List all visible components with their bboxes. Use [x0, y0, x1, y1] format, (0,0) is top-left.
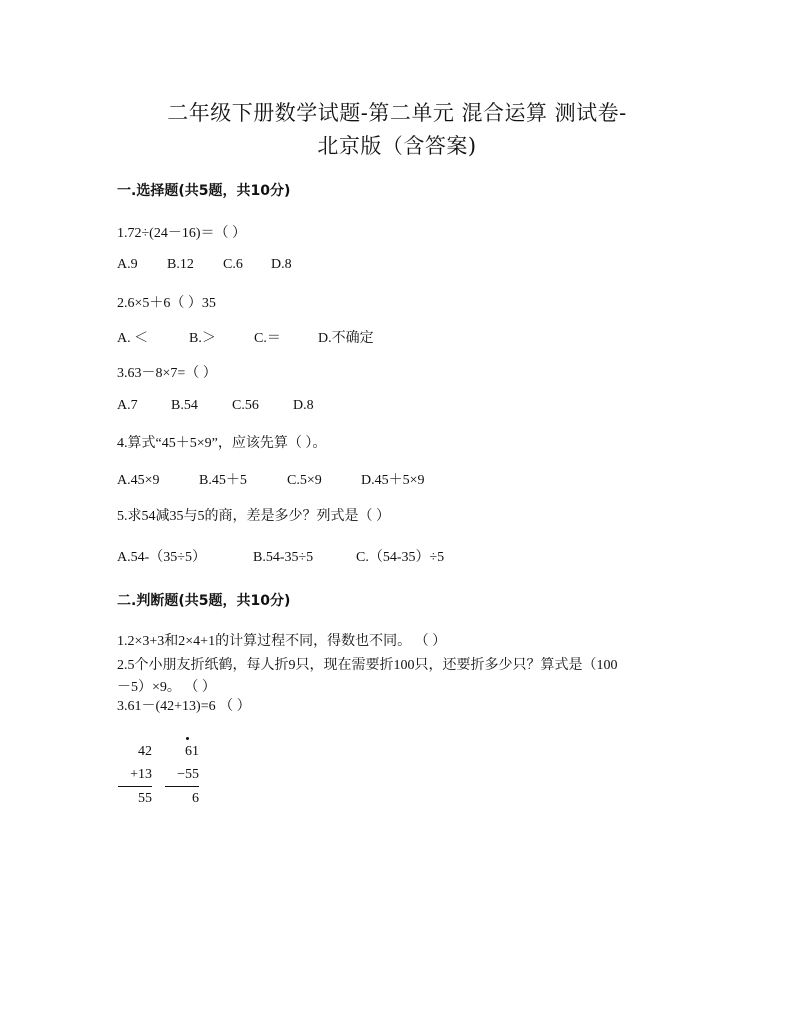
- question-2: 2.6×5＋6（ ）35: [117, 296, 216, 311]
- subtrahend: −55: [177, 767, 199, 782]
- question-3: 3.63－8×7=（ ）: [117, 366, 217, 381]
- difference: 6: [192, 791, 199, 806]
- minuend: 61: [185, 744, 199, 759]
- question-2-options: [117, 327, 374, 347]
- page-title-line-1: 二年级下册数学试题-第二单元 混合运算 测试卷-: [167, 101, 627, 125]
- option-d: D.45＋5×9: [361, 473, 425, 488]
- option-c: C.＝: [254, 331, 281, 346]
- option-a: A.9: [117, 257, 138, 272]
- option-c: C.5×9: [287, 473, 322, 488]
- option-a: A.45×9: [117, 473, 160, 488]
- sum: 55: [138, 791, 152, 806]
- addend-top: 42: [138, 744, 152, 759]
- question-4: 4.算式“45＋5×9”，应该先算（ ）。: [117, 436, 327, 451]
- option-b: B.54-35÷5: [253, 550, 314, 565]
- option-c: C.6: [223, 257, 243, 272]
- option-b: B.＞: [189, 331, 216, 346]
- option-c: C.（54-35）÷5: [356, 550, 445, 565]
- vertical-subtraction: [159, 740, 199, 810]
- option-b: B.45＋5: [199, 473, 247, 488]
- option-d: D.8: [271, 257, 292, 272]
- question-5-options: [117, 546, 444, 566]
- judgement-2-line-1: 2.5个小朋友折纸鹤，每人折9只，现在需要折100只，还要折多少只？算式是（100: [117, 658, 618, 673]
- option-b: B.12: [167, 257, 194, 272]
- vertical-addition: [112, 740, 152, 810]
- section-heading-choice: 一.选择题(共5题，共10分): [117, 183, 291, 199]
- option-a: A. ＜: [117, 331, 149, 346]
- option-d: D.不确定: [318, 331, 374, 346]
- option-d: D.8: [293, 398, 314, 413]
- judgement-2-line-2: －5）×9。 （ ）: [117, 680, 216, 695]
- question-1-options: [117, 257, 292, 273]
- option-a: A.7: [117, 398, 138, 413]
- option-b: B.54: [171, 398, 198, 413]
- page-title-line-2: 北京版（含答案): [317, 134, 477, 158]
- judgement-3: 3.61－(42+13)=6 （ ）: [117, 699, 251, 714]
- question-4-options: [117, 469, 425, 489]
- question-1: 1.72÷(24－16)＝（ ）: [117, 226, 247, 241]
- section-heading-judgement: 二.判断题(共5题，共10分): [117, 593, 291, 609]
- judgement-1: 1.2×3+3和2×4+1的计算过程不同，得数也不同。 （ ）: [117, 634, 447, 649]
- question-5: 5.求54减35与5的商，差是多少？列式是（ ）: [117, 509, 390, 524]
- addend-bottom: +13: [130, 767, 152, 782]
- question-3-options: [117, 398, 314, 414]
- option-a: A.54-（35÷5）: [117, 550, 206, 565]
- option-c: C.56: [232, 398, 259, 413]
